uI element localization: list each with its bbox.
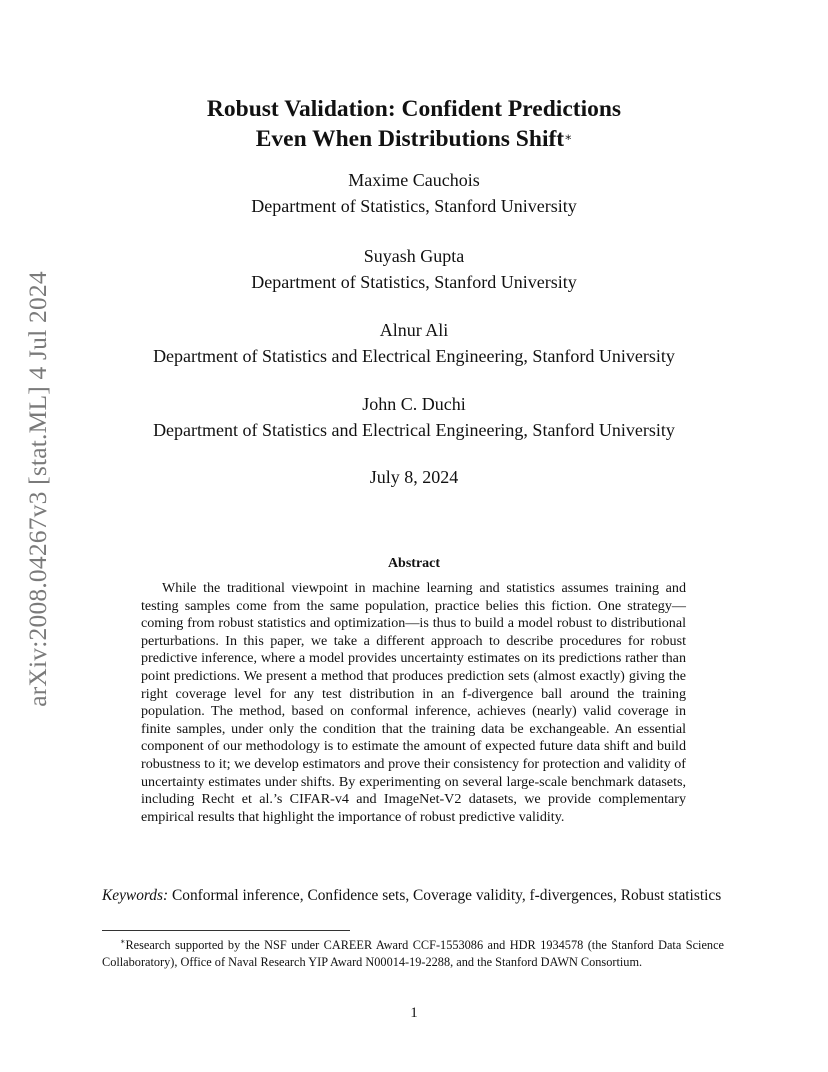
- author-name-2: Suyash Gupta: [363, 246, 465, 266]
- footnote-text: Research supported by the NSF under CAREER Award CCF-1553086 and HDR 1934578 (the Stanford Data Science Collaboratory), Office of Naval Research YIP Award N00014-19-2288, and the Stanford DAWN Consortium.: [102, 938, 724, 969]
- author-name-3: Alnur Ali: [379, 320, 449, 340]
- keywords-list: Conformal inference, Confidence sets, Coverage validity, f-divergences, Robust statistics: [171, 887, 722, 904]
- title-line-2: Even When Distributions Shift: [255, 126, 565, 152]
- paper-date: July 8, 2024: [369, 467, 459, 487]
- abstract-body: While the traditional viewpoint in machine learning and statistics assumes training and testing samples come from the same population, practice belies this fiction. One strategy—coming from robust statistics and optimization—is thus to build a model robust to distributional perturbations. In this paper, we take a different approach to describe procedures for robust predictive inference, where a model provides uncertainty estimates on its predictions rather than point predictions. We present a method that produces prediction sets (almost exactly) giving the right coverage level for any test distribution in an f-divergence ball around the training population. The method, based on conformal inference, achieves (nearly) valid coverage in finite samples, under only the condition that the training data be exchangeable. An essential component of our methodology is to estimate the amount of expected future data shift and build robustness to it; we develop estimators and prove their consistency for protection and validity of uncertainty estimates under shifts. By experimenting on several large-scale benchmark datasets, including Recht et al.’s CIFAR-v4 and ImageNet-V2 datasets, we provide complementary empirical results that highlight the importance of robust predictive validity.: [141, 580, 686, 825]
- paper-title: [0, 94, 828, 154]
- footnote-rule: [102, 930, 350, 931]
- author-affiliation-3: Department of Statistics and Electrical Engineering, Stanford University: [153, 346, 675, 366]
- page-number: 1: [410, 1005, 418, 1021]
- abstract-heading: Abstract: [387, 556, 441, 571]
- author-affiliation-4: Department of Statistics and Electrical Engineering, Stanford University: [153, 420, 675, 440]
- title-line-1: Robust Validation: Confident Predictions: [206, 96, 622, 122]
- footnote: [102, 934, 724, 970]
- arxiv-id: arXiv:2008.04267v3 [stat.ML] 4 Jul 2024: [23, 271, 53, 707]
- author-name-4: John C. Duchi: [362, 394, 466, 414]
- title-footnote-mark: ∗: [564, 130, 573, 144]
- author-affiliation-1: Department of Statistics, Stanford University: [251, 196, 577, 216]
- keywords-paragraph: [102, 886, 724, 905]
- footnote-mark: ∗: [120, 937, 126, 946]
- keywords-label: Keywords:: [102, 887, 169, 904]
- author-affiliation-2: Department of Statistics, Stanford University: [251, 272, 577, 292]
- author-name-1: Maxime Cauchois: [348, 170, 480, 190]
